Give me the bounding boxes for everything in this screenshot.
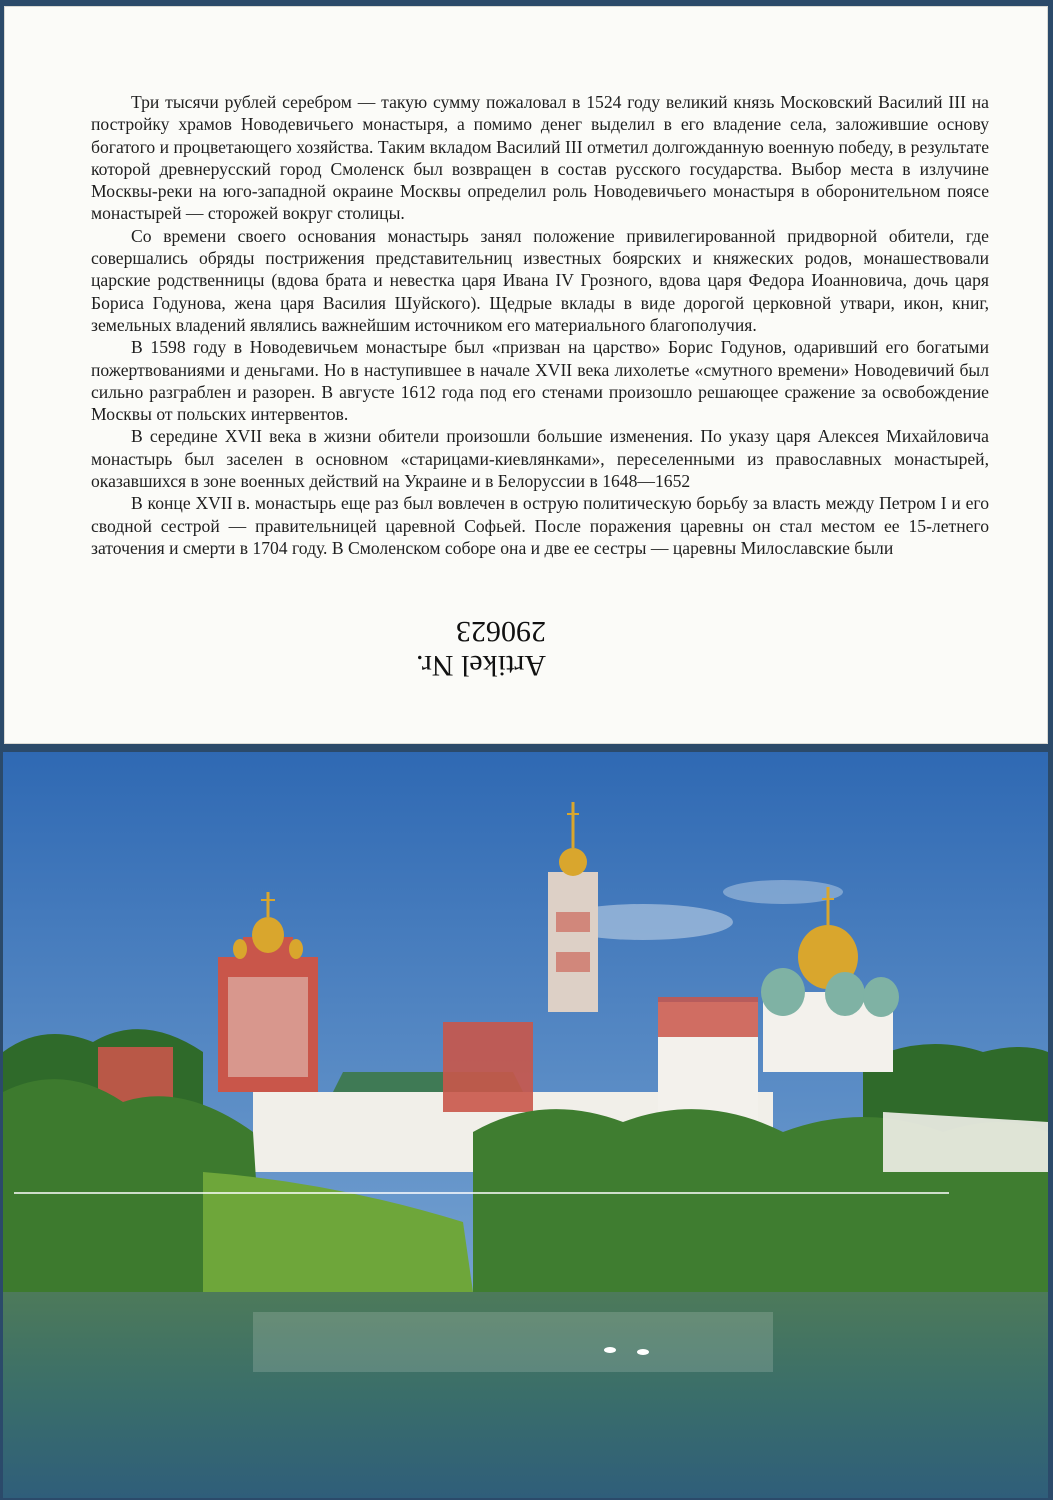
article-label-line1: Artikel Nr.	[416, 649, 546, 682]
cloud	[723, 880, 843, 904]
gold-dome	[252, 917, 284, 953]
gold-dome	[559, 848, 587, 876]
bell-tower	[548, 872, 598, 1012]
side-wall	[883, 1112, 1048, 1172]
paragraph-5: В конце XVII в. монастырь еще раз был вовлечен в острую политическую борьбу за власть между Петром I и его сводной сестрой — правительницей царевной Софьей. После поражения царевны он стал местом ее 15-летнего заточения и смерти в 1704 году. В Смоленском соборе она и две ее сестры — царевны Милославские были	[91, 493, 989, 558]
article-number: 290623	[456, 615, 546, 648]
monastery-photo	[3, 752, 1048, 1498]
article-number-label	[386, 614, 546, 682]
wall-reflection	[253, 1312, 773, 1372]
crease-line	[14, 1192, 949, 1194]
green-dome	[761, 968, 805, 1016]
paragraph-4: В середине XVII века в жизни обители произошли большие изменения. По указу царя Алексея Михайловича монастырь был заселен в основном «старицами-киевлянками», переселенными из православных монастырей, оказавшихся в зоне военных действий на Украине и в Белоруссии в 1648—1652	[91, 426, 989, 492]
green-dome	[825, 972, 865, 1016]
postcard-text	[91, 91, 989, 559]
green-dome	[863, 977, 899, 1017]
paragraph-3: В 1598 году в Новодевичьем монастыре был «призван на царство» Борис Годунов, одаривший его богатыми пожертвованиями и деньгами. Но в наступившее в начале XVII века лихолетье «смутного времени» Новодевичий был сильно разграблен и разорен. В августе 1612 года под его стенами произошло решающее сражение за освобождение Москвы от польских интервентов.	[91, 337, 989, 425]
paragraph-1: Три тысячи рублей серебром — такую сумму пожаловал в 1524 году великий князь Московский Василий III на постройку храмов Новодевичьего монастыря, а помимо денег выделил в его владение села, заложившие основу богатого и процветающего хозяйства. Таким вкладом Василий III отметил долгожданную военную победу, в результате которой древнерусский город Смоленск был возвращен в состав русского государства. Выбор места в излучине Москвы-реки на юго-западной окраине Москвы определил роль Новодевичьего монастыря в оборонительном поясе монастырей — сторожей вокруг столицы.	[91, 92, 989, 224]
swan	[637, 1349, 649, 1355]
paragraph-2: Со времени своего основания монастырь занял положение привилегированной придворной обители, где совершались обряды пострижения представительниц известных боярских и княжеских родов, монашествовали царские родственницы (вдова брата и невестка царя Ивана IV Грозного, вдова царя Федора Иоанновича, дочь царя Бориса Годунова, жена царя Василия Шуйского). Щедрые вклады в виде дорогой церковной утвари, икон, книг, земельных владений являлись важнейшим источником его материального благополучия.	[91, 225, 989, 335]
postcard-photo	[3, 752, 1048, 1498]
wall-tower	[443, 1022, 533, 1112]
swan	[604, 1347, 616, 1353]
